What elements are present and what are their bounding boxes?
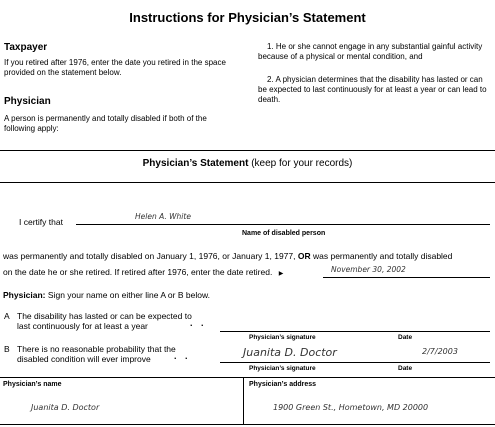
- disabled-person-line: [76, 224, 490, 225]
- disabled-person-caption: Name of disabled person: [242, 230, 326, 237]
- section-divider: [0, 150, 495, 151]
- line1-post: was permanently and totally disabled: [313, 251, 453, 261]
- sign-heading-text: Sign your name on either line A or B below.: [47, 290, 210, 300]
- disability-line-2: [3, 267, 283, 280]
- taxpayer-text: If you retired after 1976, enter the date you retired in the space provided on the statement below.: [4, 58, 226, 77]
- physician-heading: Physician: [4, 96, 51, 107]
- physician-name-field[interactable]: Juanita D. Doctor: [31, 403, 100, 412]
- signature-line-a: [220, 331, 490, 332]
- disabled-person-field[interactable]: Helen A. White: [135, 212, 191, 221]
- line1-or: OR: [297, 251, 311, 261]
- certify-label: I certify that: [19, 217, 63, 227]
- date-caption-b: Date: [398, 365, 413, 372]
- physician-address-field[interactable]: 1900 Green St., Hometown, MD 20000: [273, 403, 429, 412]
- statement-title: [0, 158, 495, 170]
- signature-field-b[interactable]: Juanita D. Doctor: [243, 346, 337, 359]
- line1-pre: was permanently and totally disabled on January 1, 1976, or January 1, 1977,: [3, 251, 296, 261]
- physician-name-label: Physician’s name: [3, 381, 62, 388]
- option-b-letter: B: [4, 344, 10, 354]
- sig-caption-a: Physician’s signature: [249, 334, 316, 341]
- date-field-b[interactable]: 2/7/2003: [422, 347, 458, 356]
- condition-1: 1. He or she cannot engage in any substantial gainful activity because of a physical or mental condition, and: [258, 42, 483, 61]
- statement-title-bold: Physician’s Statement: [142, 158, 249, 169]
- footer-bottom-rule: [0, 424, 495, 425]
- option-a-text: The disability has lasted or can be expected to last continuously for at least a year: [17, 311, 192, 331]
- retired-date-field[interactable]: November 30, 2002: [331, 265, 406, 274]
- option-a-letter: A: [4, 311, 10, 321]
- taxpayer-heading: Taxpayer: [4, 42, 48, 53]
- disability-line-1: [3, 251, 452, 262]
- option-a-leader: . .: [190, 318, 207, 328]
- option-b-leader: . .: [174, 351, 191, 361]
- sign-heading: [3, 290, 210, 301]
- physician-address-label: Physician’s address: [249, 381, 317, 388]
- page-title: Instructions for Physician’s Statement: [129, 10, 366, 25]
- footer-column-divider: [243, 377, 244, 425]
- sign-heading-bold: Physician:: [3, 290, 46, 300]
- signature-line-b: [220, 362, 490, 363]
- condition-2: 2. A physician determines that the disability has lasted or can be expected to last continuously for at least a year or can lead to death.: [258, 75, 487, 104]
- date-caption-a: Date: [398, 334, 413, 341]
- line2-text: on the date he or she retired. If retired after 1976, enter the date retired.: [3, 267, 273, 277]
- sig-caption-b: Physician’s signature: [249, 365, 316, 372]
- physician-text: A person is permanently and totally disabled if both of the following apply:: [4, 114, 207, 133]
- retired-date-line: [323, 277, 490, 278]
- footer-top-rule: [0, 377, 495, 378]
- statement-divider: [0, 182, 495, 183]
- statement-title-note: (keep for your records): [251, 158, 353, 169]
- option-b-text: There is no reasonable probability that the disabled condition will ever improve: [17, 344, 176, 364]
- arrow-icon: ▶: [278, 271, 284, 277]
